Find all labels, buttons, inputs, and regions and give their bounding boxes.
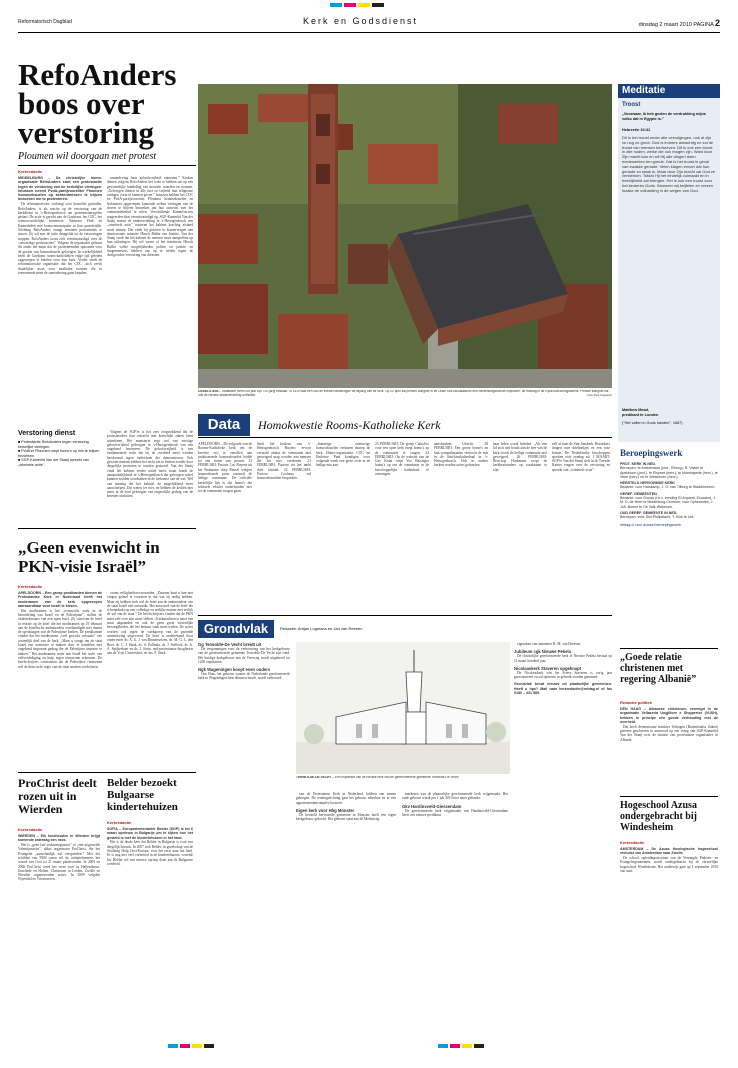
- data-label: Data: [198, 414, 250, 436]
- date-text: dinsdag 2 maart 2010: [638, 22, 692, 28]
- lead-intro: MIDDELBURG – De christelijke homo-organisatie RefoAnders start een protestactie tegen de verstoring van de kerkelijke vieringen. Intussen neemt PvdA-partijvoorzitter Ploumen homoseksuelen op achterdmissen te blijven bezoeken om te protesteren.: [18, 176, 102, 202]
- albanie-byline: Redactie politiek: [620, 700, 652, 705]
- paper-name: Reformatorisch Dagblad: [18, 19, 72, 25]
- lead-column-1: [18, 176, 102, 426]
- box-items: [18, 440, 102, 467]
- photo-caption-text: – Staatstein vieren dit jaar zijn 700-jarig bestaan. In 1310 was een van de eerste handelingen de wijding van de kerk. Op 22 april zal prinses Margriet in de Oude Sint-Nicolaaskerk een herdenkingsconcert bijwonen, de middag in de Rijksvoorlichtingsdienst. Prinses Margriet zal ook de nieuwe stadsverlichting onthullen.: [198, 390, 609, 397]
- grondvlak-col-4: eigendom van aannemer R. M. van Horssen. Jubileum cgk Nieuwe Pekela De christelijke gereformeerde kerk te Nieuwe Pekela bestaat op 11 maart honderd jaar. Nicolaaskerk Staveren opgeknapt De Nicolaaskerk van het Friese Staveren is vorig jaar gerestaureerd en zal opnieuw in gebruik worden genomen. Grondvlak bevat nieuws uit plaatselijke gemeenten. Heeft u tips? Mail naar kerkredactie@refdag.nl of fax 0180 – 431 589.: [514, 642, 612, 696]
- azusa-byline: Kerkredactie: [620, 840, 645, 845]
- meditatie-label: Meditatie: [618, 84, 720, 98]
- masthead-rule: [18, 32, 720, 33]
- grondvlak-note: Grondvlak bevat nieuws uit plaatselijke gemeenten. Heeft u tips? Mail naar kerkredactie@refdag.nl of fax 0180 – 431 589.: [514, 682, 612, 696]
- beroep-group: GEREF. GEMEENTEN Bedankt: voor Gouda (t.b.v. zending El Anparal, Ecuador), J. M. D. de Heer te Middelburg-Centrum; voor Opheusden, J. Joh. Bonen te De Valk-Wekerom.: [620, 491, 717, 509]
- meditatie-verse: „Voorwaar, ik heb gezien de verdrukking mijns volks dat in Egypte is.”: [622, 112, 706, 121]
- pkn-headline: „Geen evenwicht in PKN-visie Israël”: [18, 538, 160, 576]
- meditatie-body: Dit is het troost onder alle vervolgingen, ook al zijn ze nog zo groot. God is immers almachtig en zal de troost van mensen bedroeven. Dit is ook een troost in alle noden, welke die ook mogen zijn. Want door Zijn macht kan en wil Hij alle dingen doen medewerken ten goede. Dat is het troost in geval van zwakke genade. Velen klagen erover dat hun genade zo zwak is. Maar door Zijn kracht zal God ze versterken. Totdat Hij het eindelijk volmaakt en in heerlijkheid zal brengen. Het is ook een troost voor het kinderen Gods. Wanneer wij twijfelen en vrezen inzake de volharding in de wegen van God.: [622, 136, 716, 193]
- pkn-body-1: Het moderamen is het „evenwicht zoek in de beoordeling van Israël en de Palestijnen”, stellen de ondertekenaars van een open brief. Zij schreven de brief in reactie op de brief die het moderamen op 19 februari aan de Israëlische ambassadeur overhandigde met daarin de opvattingen van de Palestijnse kerken. De predikanten vinden dat het moderamen „veel gewicht verzaakt” een wezenlijk deel van de kerk. „Maar u vraagt om de staat Israël een zoenactie te maken door te handelen met ongekend imposant gedrag die de Palestijnse impasse te maken.” Het moderamen moet aan Israël het recht van zelfverdediging en hulp tegen terrorisme erkennen. De briefschrijvers constateren dat de Palestijnse christenen wel de dans in de regio van de staat moeten verdwijnen.: [18, 608, 102, 669]
- page-date: [639, 18, 720, 28]
- azusa-body: AMSTERDAM – De Azusa theologische hogeschool verhuist van Amsterdam naar Zwolle. De school, opleidingsinstituut van de Verenigde Pinkster- en Evangeliegemeenten, wordt ondergebracht bij de christelijke hogeschool Windesheim. Het onderwijs gaat op 1 september 2010 van start.: [620, 847, 718, 873]
- grondvlak-header: [198, 620, 612, 640]
- data-header: [198, 414, 612, 436]
- registration-marks-bottom: [18, 1044, 720, 1050]
- meditatie-author-2: predikant te Londen: [622, 413, 659, 417]
- meditatie-author: Matthew Mead,: [622, 408, 650, 412]
- page-label: PAGINA: [693, 22, 714, 28]
- lead-byline: Kerkredactie: [18, 169, 43, 174]
- data-col-7: zelf af naar de Sint-Janskerk. Bezoekers dragen roze driehoekjes en een roze button. De Nederlandse bisschoppen spreken zich zondag uit. 1 MAART: SGP'er Van der Staaij stelt in de Tweede Kamer vragen over de verstoring en spreekt van „criminele actie”.: [552, 442, 610, 472]
- box-item: ■ SGP-Kamerlid Van der Staaij spreekt van „criminele actie”.: [18, 458, 89, 467]
- grondvlak-label: Grondvlak: [198, 620, 274, 638]
- grondvlak-head-1: Gg Terwolde-De Vecht breidt uit: [198, 642, 262, 647]
- prochrist-byline: Kerkredactie: [18, 827, 43, 832]
- church-drawing-image: [296, 642, 510, 774]
- beroep-group: HERSTELD HERVORMDE KERK Bedankt: voor Harskamp, J. G. van Tilburg te Waddinxveen.: [620, 481, 716, 490]
- data-col-4: 23 FEBRUARI: De groep Catholics voor een open kerk roept homo's op de communie te vragen. 24 FEBRUARI: Op de website van de Gay Krant roept Yvo Baisinger homo's op om de communie in de bisschoppelijke kathedraal te ontvangen.: [375, 442, 429, 477]
- page-number: 2: [714, 18, 720, 28]
- photo-caption: [198, 390, 612, 406]
- albanie-body: DEN HAAG – Albanese christenen, verenigd in de organisatie Vellazeria Ungjillore e Shqiperise (VUSH), hebben in principe een goede verhouding met de overheid. Dat heeft demissionair minister Verhagen (Buitenlandse Zaken) gisteren geschreven in antwoord op een vraag van SGP-Kamerlid Van der Staaij over de situatie van protestantse organisaties in Albanië.: [620, 707, 718, 742]
- registration-marks-top: [330, 3, 410, 8]
- grondvlak-col-1: Gg Terwolde-De Vecht breidt uit De vergunningen voor de verbouwing van het kerkgebouw van de gereformeerde gemeente Terwolde-De Vecht zijn rond. Het huidige kerkgebouw aan de Veerweg wordt uitgebreid tot 1200 zitplaatsen. Ngk Wageningen koopt even ouders Ons Huis, het gebouw waarin de Nederlands gereformeerde kerk in Wageningen haar diensten houdt, wordt verbouwd.: [198, 642, 290, 681]
- church-drawing-caption: TERWOLDE-DE VECHT – Een impressie van de nieuwe kerk van de gereformeerde gemeente Terwolde-De Vecht.: [296, 776, 460, 779]
- data-col-5: aartsbisdom Utrecht. 28 FEBRUARI: Een groep homo's en hun sympathisanten verstoort de mis in de Sint-Janskathedraal in 's-Hertogenbosch. Ook in andere kerken worden acties gehouden.: [434, 442, 488, 468]
- data-col-1: APELDOORN – De volgorde van de Rooms-Katholieke kerk om de kwestie vrij te vertellen aan praktiserende homoseksuelen leidde tot een storm van protest. 13 FEBRUARI: Pastoor Luc Buyens uit het Brabantse dorp Reusel weigert homoseksuele prins carnaval de heilige communie. De officiële kerkelijke lijn is dat homo's die seksuele relaties onderhouden niet tot de communie mogen gaan.: [198, 442, 252, 494]
- data-col-2: heeft het bisdom van 's-Hertogenbosch Buyens ervoor vertaald omdat de communie niet geweigerd mag worden aan mensen die het niet verdienen. 21 FEBRUARI: Pastoor uit het ambt doet afstand. 22 FEBRUARI: Pastoor Coolsma zal homoseksualiteit bespreken.: [257, 442, 311, 481]
- beroepingswerk-list: [620, 462, 718, 642]
- azusa-headline: Hogeschool Azusa ondergebracht bij Windesheim: [620, 800, 697, 833]
- lead-body-2: samenleving haar geloofsvrijheid ontneemt.” Kerken dienen volgens RefoAnders het recht te hebben om op een gewenselijke handeling van moreele waarden en normen. „Gelovigen dienen in alle rust en vrijheid hun religieuze uitingen vorm te kunnen geven.” Intussen hebben het COC en PvdA-partijvoorzitter Ploumen homoseksuelen en lesbiennes opgeroepen komende weken vieringen van de doven te blijven bezoeken om hun ontrecht met het communiebeleid te uiten. Verschillende Kamerfracties reageerden daar verontwaardigd op. SGP-Kamerlid Van der Staaij noemt de onderverdeling in 's-Hertogenbosch een „criminele actie” waarvan het kabinet krachtig afstand moet nemen. Dat vindt hij gisteren in Kamervragen aan demissionair minister Hirsch Ballin van Justitie. Van der Staaij vindt dat het kabinet de mensen moet aanspreken op hun uitlatingen. Hij wil weten of het ministerie Hirsch Ballin welke mogelijkheden politie en justitie en burgemeesters hebben om op te treden tegen de doelgerichte verstoring van diensten.: [107, 176, 193, 258]
- grondvlak-head-2: Ngk Wageningen koopt even ouders: [198, 667, 271, 673]
- meditatie-title: Troost: [622, 102, 641, 108]
- prochrist-intro: WIERDEN – Elk huishouden in Wierden krijgt komende zaterdag een roos.: [18, 834, 100, 843]
- meditatie-ref: Hebreeën 10:31: [622, 128, 651, 132]
- data-col-6: haar leden wordt beleden. „Als een lid zich niet houdt aan de leer van de kerk wordt de heilige communie niet geweigerd. 26 FEBRUARI: Bisschop Hurkmans roept de kerkbestuurders op waakzaam te zijn.: [493, 442, 547, 472]
- box-title: Verstoring dienst: [18, 430, 76, 437]
- box-item: ■ Protestactie RefoAnders tegen verstoring kerkelijke vieringen.: [18, 440, 89, 449]
- grondvlak-col-3: markeren van de plaatselijke gereformeerde kerk vrijgemaakt. Het oude gebouw wordt per 1 juli 2010 niet meer gebruikt. Gkv Hardinxveld-Giessendam De gereformeerde kerk vrijgemaakt van Hardinxveld-Giessendam heeft een nieuwe predikant.: [402, 792, 508, 817]
- church-aerial-photo: [198, 84, 612, 388]
- data-col-3: „Sommige unieuwige homoseksuelen verbazen daarop de kerk. Homo-organisaties COC en Embrace Pink kondigen voor volgende week een grote actie in de heilige mis aan.: [316, 442, 370, 468]
- data-title: Homokwestie Rooms-Katholieke Kerk: [258, 418, 441, 432]
- masthead: [18, 16, 720, 30]
- box-item: ■ PvdA'er Ploumen roept homo's op mis te blijven bezoeken.: [18, 449, 100, 458]
- pkn-body-2: vormt veiligheidsvoorwaarden. „Daarom kunt u hun niet vragen geheel te voorzien in dat wat zij nodig hebben. Maar zij hebben toch wel de brief aan de ambassadeur van de staat Israël niet ontwaakt. Het antwoord van de brief die is benadrukt op een volledige en eerlijke manier met eerlijk de wil van de staat.” De briefschrijvers vinden dat de PKN meer zelf over zijn moet stellen. „Kerkmachten is meer een staat uitgaanden en ook de geen grote wezenlijke bevoegdheden, die het bestuur vaak moet treden. De acties worden ook tegen de werkgroep van de gezonde samenleving uitgevoerd. De brief is ondertekend door onder meer ds. A. G. J. van Binnenseizen, ds. M. G. L. den Boer, ds. C. J. Haak, ds. A. Pollnala, ds. J. Stelloch, ds. A. A. Spijkerboer en ds. J. Stuin, oud-protestantse hoogleraar aan de Vrije Universiteit, en drs. F. Stark.: [107, 591, 193, 656]
- pkn-column-1: [18, 591, 102, 767]
- lead-subtitle: Ploumen wil doorgaan met protest: [18, 151, 157, 162]
- bulgarije-intro: SOFIA – Europarlementariër Belder (SGP) is tot 6 maart opnieuw in Bulgarije om te kijken hoe het gesteld is met de kindertehuizen in het land.: [107, 827, 193, 840]
- grondvlak-col-2: van de Protestantse Kerk in Nederland, hebben een samen gekregen. De woningstichting gaat het gebouw afbreken en er een appartementencomplex bouwen. Eigen kerk voor Hhg Monster De hersteld hervormde gemeente in Monster heeft een eigen kerkgebouw gekocht. Het gebouw staat aan de Molenweg.: [296, 792, 396, 822]
- pkn-column-2: [107, 591, 193, 767]
- grondvlak-head-6: Nicolaaskerk Staveren opgeknapt: [514, 665, 582, 671]
- bulgarije-headline: Belder bezoekt Bulgaarse kindertehuizen: [107, 777, 178, 813]
- lead-column-2b: [107, 430, 193, 526]
- pkn-intro: APELDOORN – Een groep predikanten binnen de Protestantse Kerk in Nederland heeft het moderamen van de kerk opgeroepen aanvaardbaar voor Israël te kiezen.: [18, 591, 102, 608]
- aerial-photo-image: [198, 84, 612, 388]
- prochrist-text: Het is „geen late verkiezingsstunt” of „een uitgestelde Valentijnsactie”, aldus organisator ProChrist, die het Evangelie „aanschaulijk wil verspreiden.” Met het schilden van 5800 rozen wil de initiatiefnemers het woord van God tot 21 maart plaatsvinden. In 2005 en 2006 ProChrist werd het weer voor in Hellendoorn, Enschede en Holten. Christenen in Leiden, Zwolle en Wierden organiseerden acties. In 2009 volgden Nijverdal en Vriezenveen.: [18, 843, 100, 882]
- prochrist-body: [18, 834, 100, 1014]
- beroepingswerk-title: Beroepingswerk: [620, 448, 683, 458]
- beroep-group: PROT. KERK IN NED. Beroepen: te Amsterdam (prot., Elburg), R. Visser te Apeldoorn (prot.). te Elspeet (herv.), te Moerkapelle (herv.), te Veen (herv.) en te Wekkerom (herv.).: [620, 462, 718, 479]
- bulgarije-text: Het is de derde keer dat Belder in Bulgarije is voor een dergelijk bezoek. In 2007 trok Belder, in gezelschap van de Stichting Hulp Oost-Europa, voor het eerst naar het land. Er is nog niet veel verbeterd in de kindertehuizen, vertelde hij. Belder wil een nieuwe oproep doen aan de Bulgaarse overheid.: [107, 840, 193, 866]
- pkn-byline: Kerkredactie: [18, 584, 43, 589]
- photo-caption-head: IJSSELSTEIN: [198, 390, 219, 393]
- verstoring-box: [18, 430, 102, 526]
- meditatie-column: [618, 84, 720, 442]
- prochrist-headline: ProChrist deelt rozen uit in Wierden: [18, 776, 97, 816]
- bulgarije-byline: Kerkredactie: [107, 820, 132, 825]
- photo-credit: Foto Paul Coppens/: [587, 392, 612, 397]
- grondvlak-head-3: Eigen kerk voor Hhg Monster: [296, 807, 355, 813]
- beroep-group: OUD GEREF. GEMEENTE IN NED. Beroepen: voor Sint Philipsland, T. Klok te Urk.: [620, 510, 695, 520]
- lead-body-3: Volgens de SGP'er is het zeer zorgwekkend dat de protesteerders hun ontrecht met kerkelijke zaken laten uitoefenen. Het ministerie zegt wel van ernstige geloofsvrijheid gelovigen in 's-Hertogenbosch van een ongekend fenomeen. De geloofsvrijheid is een fundamenteel recht dat bij de overheid moet worden beschermd tegen individuen die demonstreren. Ook gewone mensen hebben het recht om te kerken zonder door dergelijke protesten te worden gestoord. Van der Staaij vindt het kabinet eerder actief moet, maar houdt de aansprakelijkheid in 's-Hertogenbosch dat gelovigen actief kunnen worden voorkomen in de toekomst van de wet. Wel van mening dat het kabinet de mogelijkheid moet aanscherpen. Dat weten we niet, en hebben de kerken niet meer in de stad gelovigen van ongeschikt gedrag van de ketenen uitsluiten.: [107, 430, 193, 499]
- lead-column-2: [107, 176, 193, 426]
- meditatie-source: ("Het vallen in Gods handen", 1687): [622, 421, 683, 425]
- section-title: Kerk en Godsdienst: [303, 16, 419, 26]
- lead-headline: RefoAnders boos over verstoring: [18, 57, 177, 150]
- beroep-ad[interactable]: refdag.nl voor actueel beroepingswerk: [620, 522, 681, 527]
- lead-body-1: De reformatorische stichting voor homofiel gezinden, RefoAnders, is als reactie op de verstoring van de kerkdienst in 's-Hertogenbosch om protestmaatregelen gestart. De actie is gericht aan de Gaykrant, het COC, het weruowoordelijke ministerie, Embrace Pink en Kamerleden met homo-emancipatie in hun portefeuille. Stichting RefoAnders vraagt iemanen protestmails te sturen. Zij wil met de actie draagvlak tot de verstoringen stoppen. RefoAnders toont zich verontwaardigd over de „onwerdige protestacties”. Volgens de organisatie gebeurt dit onder het mom dat de protesterenden opkomen voor de positie van homoseksuele gelovigen. In werkelijkheid heeft de Gaykrant rooms-katholieken enige tijd geleden opgeroepen te betalen voor hun kerk. Verder vindt de reformatorische organisatie dat het COC „zich zeeds duidelijker moet voor totalitaire normen die in toenemende mate de samenleving gaan bepalen.: [18, 202, 102, 276]
- albanie-headline: „Goede relatie christenen met regering Albanië”: [620, 652, 697, 685]
- grondvlak-credit: Redactie: Antjan Logmans en Jan van Reenen: [280, 626, 363, 631]
- grondvlak-head-5: Jubileum cgk Nieuwe Pekela: [514, 649, 572, 655]
- grondvlak-head-4: Gkv Hardinxveld-Giessendam: [402, 803, 462, 809]
- bulgarije-body: [107, 827, 193, 1014]
- church-impression-drawing: [296, 642, 510, 774]
